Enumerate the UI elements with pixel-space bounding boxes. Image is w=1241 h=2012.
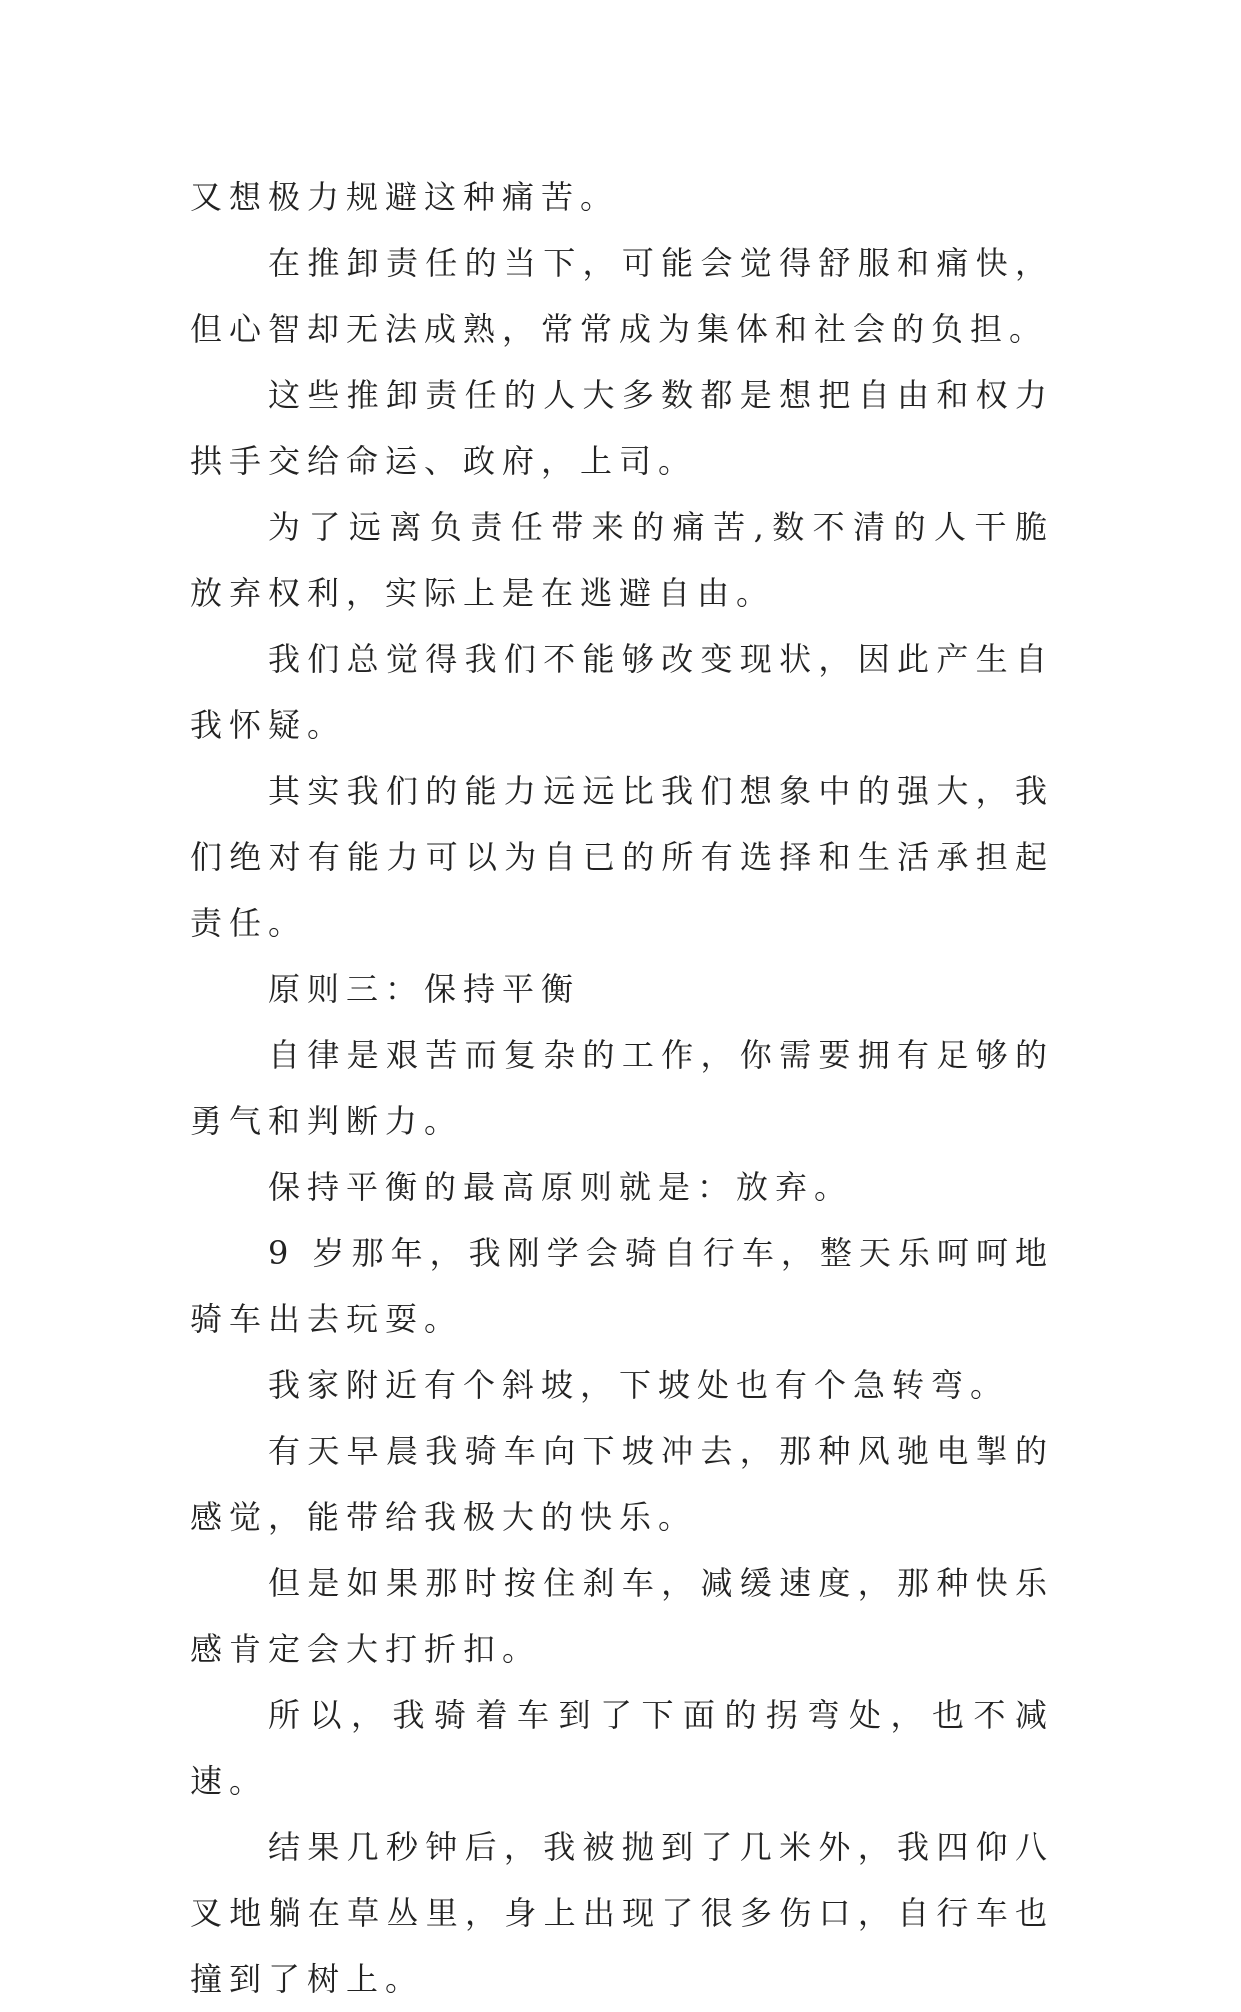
paragraph: 又想极力规避这种痛苦。 <box>190 178 620 216</box>
paragraph: 我们总觉得我们不能够改变现状，因此产生自我怀疑。 <box>190 640 1054 744</box>
paragraph: 其实我们的能力远远比我们想象中的强大，我们绝对有能力可以为自已的所有选择和生活承担起责任。 <box>190 772 1054 942</box>
paragraph: 保持平衡的最高原则就是：放弃。 <box>268 1168 854 1206</box>
paragraph: 所以，我骑着车到了下面的拐弯处，也不减速。 <box>190 1696 1054 1800</box>
paragraph: 为了远离负责任带来的痛苦,数不清的人干脆放弃权利，实际上是在逃避自由。 <box>190 508 1054 612</box>
paragraph: 但是如果那时按住刹车，减缓速度，那种快乐感肯定会大打折扣。 <box>190 1564 1054 1668</box>
paragraph: 这些推卸责任的人大多数都是想把自由和权力拱手交给命运、政府，上司。 <box>190 376 1054 480</box>
paragraph: 我家附近有个斜坡，下坡处也有个急转弯。 <box>268 1366 1010 1404</box>
paragraph: 结果几秒钟后，我被抛到了几米外，我四仰八叉地躺在草丛里，身上出现了很多伤口，自行车也撞到了树上。 <box>190 1828 1054 1998</box>
paragraph: 9 岁那年，我刚学会骑自行车，整天乐呵呵地骑车出去玩耍。 <box>190 1234 1054 1338</box>
paragraph: 有天早晨我骑车向下坡冲去，那种风驰电掣的感觉，能带给我极大的快乐。 <box>190 1432 1054 1536</box>
section-heading: 原则三：保持平衡 <box>268 970 581 1008</box>
body-text <box>190 164 1054 2012</box>
paragraph: 自律是艰苦而复杂的工作，你需要拥有足够的勇气和判断力。 <box>190 1036 1054 1140</box>
paragraph: 在推卸责任的当下，可能会觉得舒服和痛快，但心智却无法成熟，常常成为集体和社会的负担。 <box>190 244 1054 348</box>
